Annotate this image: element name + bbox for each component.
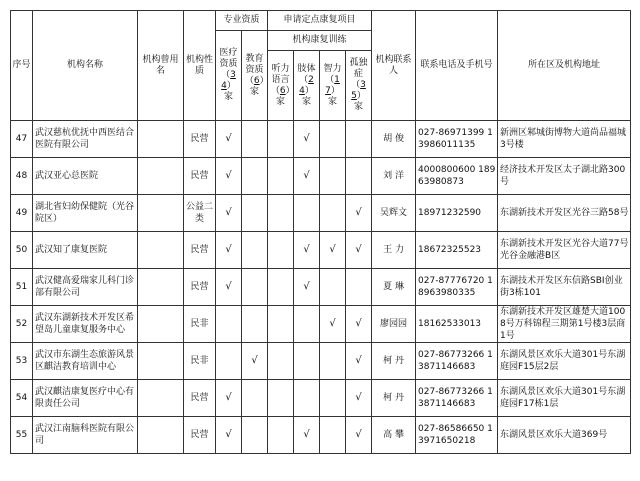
header-nature: 机构性质 xyxy=(184,11,216,121)
header-autism-count: 35 xyxy=(351,80,366,101)
row-name: 武汉知了康复医院 xyxy=(33,232,138,269)
header-autism-post: ）家 xyxy=(354,91,366,112)
row-contact: 廖园园 xyxy=(372,306,416,343)
table-row xyxy=(11,195,631,232)
row-education-check xyxy=(242,269,268,306)
row-former-name xyxy=(138,306,184,343)
row-intellect-check xyxy=(320,195,346,232)
row-name: 武汉慈杭优抚中西医结合医院有限公司 xyxy=(33,121,138,158)
row-nature: 民营 xyxy=(184,232,216,269)
row-hearing-check xyxy=(268,269,294,306)
row-autism-check: √ xyxy=(346,306,372,343)
row-phone: 18672325523 xyxy=(416,232,498,269)
row-intellect-check xyxy=(320,343,346,380)
table-row xyxy=(11,121,631,158)
row-seq: 47 xyxy=(11,121,33,158)
row-address: 东湖风景区欢乐大道301号东湖庭园F17栋1层 xyxy=(498,380,631,417)
row-education-check xyxy=(242,158,268,195)
row-nature: 公益二类 xyxy=(184,195,216,232)
header-limb-count: 24 xyxy=(299,74,314,96)
row-medical-check: √ xyxy=(216,417,242,454)
header-hearing-pre: 听力语言（ xyxy=(270,63,290,96)
row-contact: 刘 洋 xyxy=(372,158,416,195)
header-limb xyxy=(294,51,320,121)
row-nature: 民非 xyxy=(184,306,216,343)
header-education-pre: 教育资质（ xyxy=(244,53,264,86)
row-hearing-check xyxy=(268,417,294,454)
row-limb-check xyxy=(294,343,320,380)
row-name: 武汉江南脑科医院有限公司 xyxy=(33,417,138,454)
header-hearing-count: 6 xyxy=(279,85,286,96)
row-limb-check: √ xyxy=(294,417,320,454)
row-autism-check xyxy=(346,158,372,195)
row-seq: 54 xyxy=(11,380,33,417)
row-address: 东湖风景区欢乐大道369号 xyxy=(498,417,631,454)
row-education-check xyxy=(242,195,268,232)
row-name: 武汉东湖新技术开发区希望岛儿童康复服务中心 xyxy=(33,306,138,343)
header-medical-post: ）家 xyxy=(223,81,236,102)
row-hearing-check xyxy=(268,232,294,269)
row-phone: 027-86773266 13871146683 xyxy=(416,380,498,417)
row-limb-check xyxy=(294,306,320,343)
row-education-check xyxy=(242,306,268,343)
header-intellect-pre: 智力（ xyxy=(323,63,342,85)
row-name: 武汉市东湖生态旅游风景区麒洁教育培训中心 xyxy=(33,343,138,380)
row-seq: 52 xyxy=(11,306,33,343)
row-contact: 王 力 xyxy=(372,232,416,269)
row-medical-check: √ xyxy=(216,158,242,195)
header-autism xyxy=(346,51,372,121)
row-autism-check xyxy=(346,269,372,306)
row-autism-check: √ xyxy=(346,232,372,269)
table-row xyxy=(11,232,631,269)
row-contact: 高 攀 xyxy=(372,417,416,454)
table-row xyxy=(11,343,631,380)
row-phone: 027-87776720 18963980335 xyxy=(416,269,498,306)
header-intellect-post: ）家 xyxy=(328,85,340,107)
row-nature: 民营 xyxy=(184,380,216,417)
row-contact: 吴辉文 xyxy=(372,195,416,232)
header-autism-pre: 孤独症（ xyxy=(349,58,368,90)
row-seq: 48 xyxy=(11,158,33,195)
row-hearing-check xyxy=(268,380,294,417)
row-nature: 民营 xyxy=(184,158,216,195)
row-education-check xyxy=(242,380,268,417)
header-intellect xyxy=(320,51,346,121)
header-former-name: 机构曾用名 xyxy=(138,11,184,121)
row-nature: 民营 xyxy=(184,269,216,306)
row-limb-check xyxy=(294,380,320,417)
row-former-name xyxy=(138,195,184,232)
header-education-post: ）家 xyxy=(250,75,265,97)
header-limb-post: ）家 xyxy=(302,85,314,107)
table-row xyxy=(11,306,631,343)
row-contact: 夏 琳 xyxy=(372,269,416,306)
row-hearing-check xyxy=(268,306,294,343)
header-contact: 机构联系人 xyxy=(372,11,416,121)
row-autism-check: √ xyxy=(346,417,372,454)
row-name: 武汉健高爱瑞家儿科门诊部有限公司 xyxy=(33,269,138,306)
row-address: 东湖新技术开发区雄楚大道1008号万科锦程三期第1号楼3层商1号 xyxy=(498,306,631,343)
header-hearing-post: ）家 xyxy=(276,85,291,107)
header-education-qualification xyxy=(242,31,268,121)
row-seq: 55 xyxy=(11,417,33,454)
row-phone: 18971232590 xyxy=(416,195,498,232)
row-medical-check: √ xyxy=(216,269,242,306)
row-medical-check: √ xyxy=(216,121,242,158)
row-former-name xyxy=(138,232,184,269)
row-hearing-check xyxy=(268,158,294,195)
header-training: 机构康复训练 xyxy=(268,31,372,51)
row-address: 经济技术开发区太子湖北路300号 xyxy=(498,158,631,195)
row-intellect-check xyxy=(320,158,346,195)
row-address: 东湖风景区欢乐大道301号东湖庭园F15层2层 xyxy=(498,343,631,380)
header-medical-pre: 医疗资质（ xyxy=(219,48,238,80)
row-autism-check: √ xyxy=(346,195,372,232)
row-phone: 027-86971399 13986011135 xyxy=(416,121,498,158)
row-autism-check: √ xyxy=(346,380,372,417)
row-former-name xyxy=(138,269,184,306)
row-hearing-check xyxy=(268,195,294,232)
row-former-name xyxy=(138,417,184,454)
header-hearing xyxy=(268,51,294,121)
row-nature: 民营 xyxy=(184,121,216,158)
row-phone: 18162533013 xyxy=(416,306,498,343)
row-education-check xyxy=(242,417,268,454)
row-hearing-check xyxy=(268,121,294,158)
row-former-name xyxy=(138,121,184,158)
row-education-check: √ xyxy=(242,343,268,380)
row-contact: 柯 丹 xyxy=(372,343,416,380)
row-intellect-check xyxy=(320,269,346,306)
row-address: 东湖技术开发区东信路SBI创业街3栋101 xyxy=(498,269,631,306)
table-row xyxy=(11,417,631,454)
header-phone: 联系电话及手机号 xyxy=(416,11,498,121)
row-former-name xyxy=(138,158,184,195)
table-row xyxy=(11,158,631,195)
row-name: 武汉麒洁康复医疗中心有限责任公司 xyxy=(33,380,138,417)
row-phone: 027-86773266 13871146683 xyxy=(416,343,498,380)
header-intellect-count: 17 xyxy=(325,74,340,96)
row-limb-check: √ xyxy=(294,269,320,306)
row-hearing-check xyxy=(268,343,294,380)
header-apply-projects: 申请定点康复项目 xyxy=(268,11,372,31)
row-contact: 柯 丹 xyxy=(372,380,416,417)
row-limb-check: √ xyxy=(294,121,320,158)
header-medical-count: 34 xyxy=(221,70,236,91)
header-medical-qualification xyxy=(216,31,242,121)
row-limb-check: √ xyxy=(294,158,320,195)
row-seq: 50 xyxy=(11,232,33,269)
row-address: 东湖新技术开发区光谷三路58号 xyxy=(498,195,631,232)
row-name: 武汉亚心总医院 xyxy=(33,158,138,195)
row-limb-check: √ xyxy=(294,232,320,269)
row-autism-check: √ xyxy=(346,343,372,380)
row-intellect-check xyxy=(320,417,346,454)
row-phone: 027-86586650 13971650218 xyxy=(416,417,498,454)
table-row xyxy=(11,380,631,417)
table-row xyxy=(11,269,631,306)
row-medical-check xyxy=(216,306,242,343)
row-contact: 胡 俊 xyxy=(372,121,416,158)
row-intellect-check: √ xyxy=(320,306,346,343)
row-seq: 53 xyxy=(11,343,33,380)
row-intellect-check xyxy=(320,121,346,158)
row-education-check xyxy=(242,232,268,269)
row-limb-check xyxy=(294,195,320,232)
header-education-count: 6 xyxy=(253,75,260,86)
row-medical-check: √ xyxy=(216,195,242,232)
row-intellect-check: √ xyxy=(320,232,346,269)
header-address: 所在区及机构地址 xyxy=(498,11,631,121)
row-intellect-check xyxy=(320,380,346,417)
row-nature: 民营 xyxy=(184,417,216,454)
institution-table xyxy=(10,10,631,454)
header-name: 机构名称 xyxy=(33,11,138,121)
header-qualification: 专业资质 xyxy=(216,11,268,31)
row-medical-check: √ xyxy=(216,232,242,269)
row-name: 湖北省妇幼保健院（光谷院区） xyxy=(33,195,138,232)
row-seq: 49 xyxy=(11,195,33,232)
row-medical-check xyxy=(216,343,242,380)
row-former-name xyxy=(138,380,184,417)
row-medical-check: √ xyxy=(216,380,242,417)
header-seq: 序号 xyxy=(11,11,33,121)
row-autism-check xyxy=(346,121,372,158)
row-seq: 51 xyxy=(11,269,33,306)
row-phone: 4000800600 18963980873 xyxy=(416,158,498,195)
row-education-check xyxy=(242,121,268,158)
row-address: 新洲区邾城街博物大道尚品福城3号楼 xyxy=(498,121,631,158)
header-limb-pre: 肢体（ xyxy=(297,63,316,85)
row-former-name xyxy=(138,343,184,380)
row-address: 东湖新技术开发区光谷大道77号光谷金融港B区 xyxy=(498,232,631,269)
row-nature: 民非 xyxy=(184,343,216,380)
